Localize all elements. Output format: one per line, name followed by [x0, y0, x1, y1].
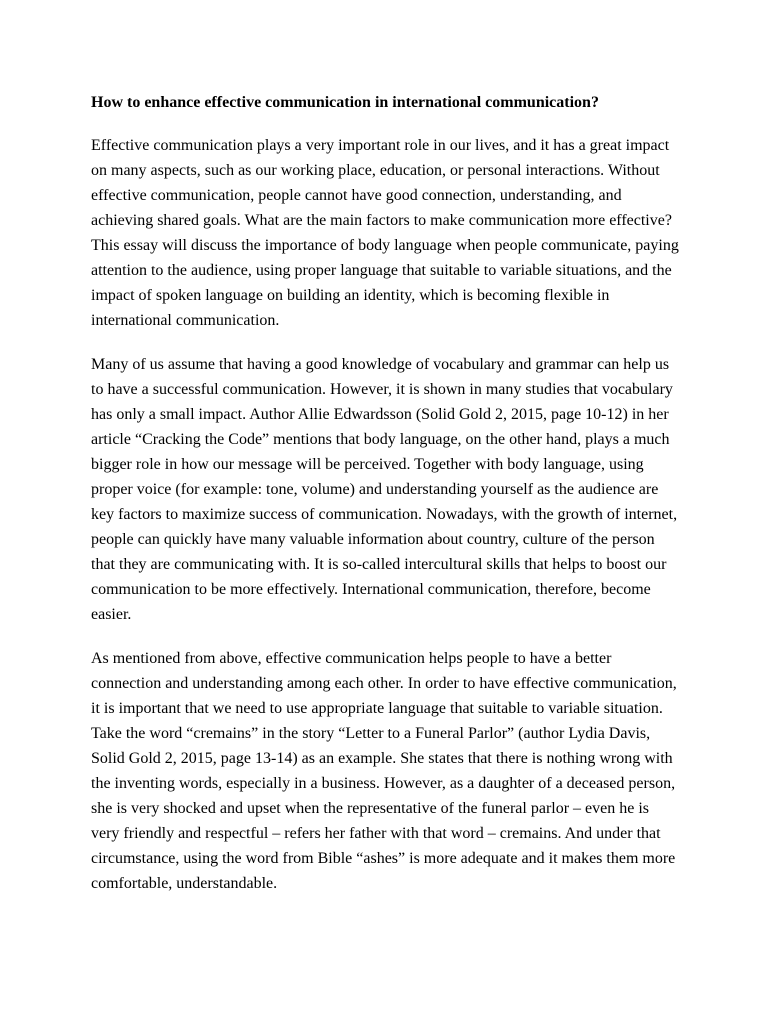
paragraph-3: As mentioned from above, effective communication helps people to have a better connection and understanding among each other. In order to have effective communication, it is important that we need to use appropriate language that suitable to variable situation. Take the word “cremains” in the story “Letter to a Funeral Parlor” (author Lydia Davis, Solid Gold 2, 2015, page 13-14) as an example. She states that there is nothing wrong with the inventing words, especially in a business. However, as a daughter of a deceased person, she is very shocked and upset when the representative of the funeral parlor – even he is very friendly and respectful – refers her father with that word – cremains. And under that circumstance, using the word from Bible “ashes” is more adequate and it makes them more comfortable, understandable. — [91, 650, 677, 892]
document-body — [91, 92, 681, 915]
essay-title: How to enhance effective communication in international communication? — [91, 94, 599, 111]
paragraph-1: Effective communication plays a very important role in our lives, and it has a great impact on many aspects, such as our working place, education, or personal interactions. Without effective communication, people cannot have good connection, understanding, and achieving shared goals. What are the main factors to make communication more effective? This essay will discuss the importance of body language when people communicate, paying attention to the audience, using proper language that suitable to variable situations, and the impact of spoken language on building an identity, which is becoming flexible in international communication. — [91, 137, 679, 329]
paragraph-2: Many of us assume that having a good knowledge of vocabulary and grammar can help us to have a successful communication. However, it is shown in many studies that vocabulary has only a small impact. Author Allie Edwardsson (Solid Gold 2, 2015, page 10-12) in her article “Cracking the Code” mentions that body language, on the other hand, plays a much bigger role in how our message will be perceived. Together with body language, using proper voice (for example: tone, volume) and understanding yourself as the audience are key factors to maximize success of communication. Nowadays, with the growth of internet, people can quickly have many valuable information about country, culture of the person that they are communicating with. It is so-called intercultural skills that helps to boost our communication to be more effectively. International communication, therefore, become easier. — [91, 356, 678, 623]
